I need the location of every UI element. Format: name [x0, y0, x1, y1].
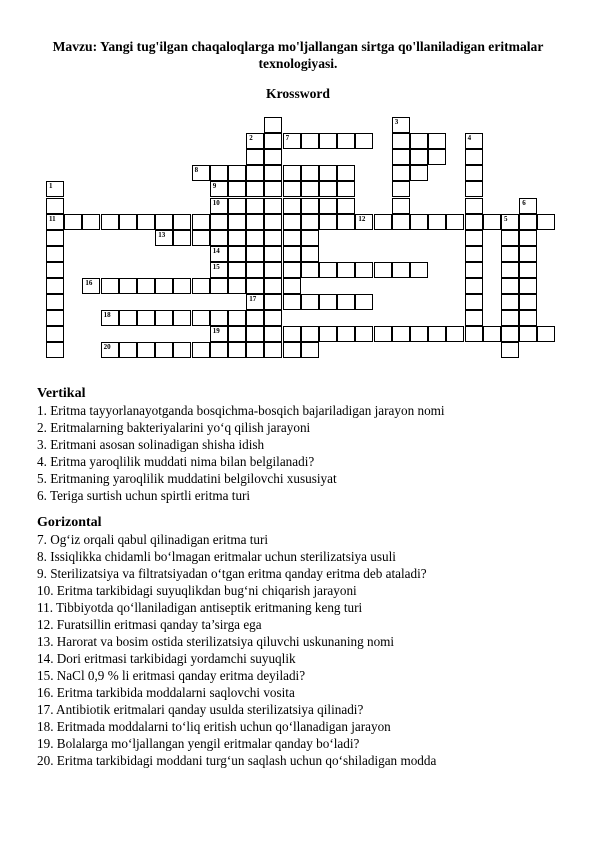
crossword-cell[interactable] [46, 246, 64, 262]
crossword-cell[interactable] [319, 165, 337, 181]
crossword-cell[interactable] [283, 214, 301, 230]
crossword-cell[interactable] [319, 198, 337, 214]
crossword-cell[interactable] [355, 294, 373, 310]
crossword-cell[interactable] [155, 310, 173, 326]
horizontal-clue: 12. Furatsillin eritmasi qanday ta’sirga ega [37, 617, 262, 632]
crossword-cell[interactable] [446, 214, 464, 230]
crossword-cell[interactable] [228, 198, 246, 214]
crossword-cell[interactable] [465, 294, 483, 310]
crossword-cell[interactable] [301, 181, 319, 197]
crossword-cell[interactable] [264, 278, 282, 294]
crossword-cell[interactable] [46, 262, 64, 278]
crossword-grid [0, 0, 596, 380]
crossword-cell[interactable] [283, 230, 301, 246]
crossword-cell[interactable] [301, 198, 319, 214]
crossword-cell[interactable] [173, 214, 191, 230]
horizontal-clue: 14. Dori eritmasi tarkibidagi yordamchi suyuqlik [37, 651, 296, 666]
crossword-cell[interactable] [465, 181, 483, 197]
crossword-heading: Krossword [266, 86, 330, 101]
crossword-cell[interactable] [519, 246, 537, 262]
crossword-cell[interactable] [264, 262, 282, 278]
clue-number: 18 [103, 311, 111, 320]
crossword-cell[interactable] [319, 262, 337, 278]
crossword-cell[interactable] [283, 294, 301, 310]
crossword-cell[interactable] [283, 198, 301, 214]
crossword-cell[interactable] [319, 326, 337, 342]
crossword-cell[interactable] [46, 294, 64, 310]
crossword-cell[interactable] [501, 342, 519, 358]
crossword-cell[interactable] [155, 214, 173, 230]
document-title: Mavzu: Yangi tug'ilgan chaqaloqlarga mo'ljallangan sirtga qo'llaniladigan eritmalar texnologiyasi. [52, 39, 544, 71]
crossword-cell[interactable] [428, 133, 446, 149]
crossword-cell[interactable] [46, 310, 64, 326]
crossword-cell[interactable] [337, 294, 355, 310]
crossword-cell[interactable] [210, 165, 228, 181]
crossword-cell[interactable] [137, 310, 155, 326]
clue-number: 17 [249, 295, 257, 304]
crossword-cell[interactable] [228, 342, 246, 358]
crossword-cell[interactable] [465, 246, 483, 262]
crossword-cell[interactable] [465, 262, 483, 278]
crossword-cell[interactable] [228, 230, 246, 246]
crossword-cell[interactable] [301, 246, 319, 262]
crossword-cell[interactable] [392, 133, 410, 149]
clue-number: 13 [158, 230, 166, 239]
crossword-cell[interactable] [210, 342, 228, 358]
crossword-cell[interactable] [465, 230, 483, 246]
crossword-cell[interactable] [374, 214, 392, 230]
horizontal-clue: 7. Og‘iz orqali qabul qilinadigan eritma turi [37, 532, 269, 547]
horizontal-clue: 13. Harorat va bosim ostida sterilizatsiya qiluvchi uskunaning nomi [37, 634, 395, 649]
crossword-cell[interactable] [246, 310, 264, 326]
crossword-cell[interactable] [228, 326, 246, 342]
crossword-cell[interactable] [301, 230, 319, 246]
crossword-cell[interactable] [264, 326, 282, 342]
crossword-cell[interactable] [410, 133, 428, 149]
crossword-cell[interactable] [355, 262, 373, 278]
horizontal-clue: 8. Issiqlikka chidamli bo‘lmagan eritmalar uchun sterilizatsiya usuli [37, 549, 396, 564]
crossword-cell[interactable] [519, 326, 537, 342]
crossword-cell[interactable] [537, 214, 555, 230]
crossword-cell[interactable] [301, 262, 319, 278]
crossword-cell[interactable] [519, 230, 537, 246]
crossword-cell[interactable] [173, 310, 191, 326]
crossword-cell[interactable] [519, 294, 537, 310]
crossword-cell[interactable] [337, 181, 355, 197]
vertical-clue: 3. Eritmani asosan solinadigan shisha idish [37, 437, 265, 452]
clue-number: 6 [522, 198, 526, 207]
horizontal-clue: 9. Sterilizatsiya va filtratsiyadan o‘tgan eritma qanday eritma deb ataladi? [37, 566, 427, 581]
crossword-cell[interactable] [283, 246, 301, 262]
crossword-cell[interactable] [337, 326, 355, 342]
clue-number: 7 [285, 134, 290, 143]
crossword-cell[interactable] [264, 310, 282, 326]
crossword-cell[interactable] [501, 310, 519, 326]
crossword-cell[interactable] [46, 278, 64, 294]
crossword-cell[interactable] [465, 165, 483, 181]
crossword-cell[interactable] [246, 326, 264, 342]
crossword-cell[interactable] [501, 326, 519, 342]
crossword-cell[interactable] [392, 214, 410, 230]
crossword-cell[interactable] [355, 326, 373, 342]
clue-number: 11 [49, 214, 56, 223]
crossword-cell[interactable] [392, 165, 410, 181]
crossword-cell[interactable] [46, 198, 64, 214]
crossword-cell[interactable] [228, 246, 246, 262]
crossword-cell[interactable] [483, 214, 501, 230]
crossword-cell[interactable] [192, 214, 210, 230]
crossword-cell[interactable] [82, 214, 100, 230]
clue-number: 20 [103, 343, 111, 352]
crossword-cell[interactable] [501, 294, 519, 310]
crossword-cell[interactable] [337, 133, 355, 149]
crossword-cell[interactable] [119, 278, 137, 294]
crossword-cell[interactable] [264, 214, 282, 230]
crossword-cell[interactable] [264, 181, 282, 197]
crossword-cell[interactable] [210, 278, 228, 294]
horizontal-clue: 18. Eritmada moddalarni to‘liq eritish uchun qo‘llanadigan jarayon [37, 719, 391, 734]
crossword-cell[interactable] [210, 214, 228, 230]
crossword-cell[interactable] [501, 262, 519, 278]
vertical-heading: Vertikal [37, 386, 86, 401]
crossword-cell[interactable] [337, 165, 355, 181]
crossword-cell[interactable] [392, 181, 410, 197]
crossword-cell[interactable] [228, 165, 246, 181]
crossword-cell[interactable] [192, 278, 210, 294]
crossword-cell[interactable] [410, 149, 428, 165]
crossword-cell[interactable] [410, 326, 428, 342]
crossword-cell[interactable] [301, 342, 319, 358]
crossword-cell[interactable] [410, 262, 428, 278]
crossword-cell[interactable] [264, 149, 282, 165]
crossword-cell[interactable] [428, 214, 446, 230]
crossword-cell[interactable] [537, 326, 555, 342]
crossword-cell[interactable] [46, 230, 64, 246]
crossword-cell[interactable] [264, 230, 282, 246]
crossword-cell[interactable] [337, 214, 355, 230]
horizontal-clue: 11. Tibbiyotda qo‘llaniladigan antiseptik eritmaning keng turi [37, 600, 363, 615]
crossword-cell[interactable] [101, 214, 119, 230]
crossword-cell[interactable] [246, 214, 264, 230]
crossword-cell[interactable] [519, 310, 537, 326]
vertical-clue: 1. Eritma tayyorlanayotganda bosqichma-bosqich bajariladigan jarayon nomi [37, 403, 445, 418]
clue-number: 12 [358, 214, 366, 223]
crossword-cell[interactable] [283, 181, 301, 197]
clue-number: 19 [212, 327, 220, 336]
horizontal-clue: 20. Eritma tarkibidagi moddani turg‘un saqlash uchun qo‘shiladigan modda [37, 753, 437, 768]
crossword-cell[interactable] [501, 230, 519, 246]
crossword-cell[interactable] [301, 133, 319, 149]
clue-number: 14 [212, 246, 220, 255]
vertical-clue: 4. Eritma yaroqlilik muddati nima bilan belgilanadi? [37, 454, 315, 469]
clue-number: 8 [194, 166, 199, 175]
crossword-cell[interactable] [246, 198, 264, 214]
crossword-cell[interactable] [446, 326, 464, 342]
crossword-cell[interactable] [392, 149, 410, 165]
crossword-cell[interactable] [246, 278, 264, 294]
crossword-cell[interactable] [374, 262, 392, 278]
crossword-cell[interactable] [228, 181, 246, 197]
crossword-cell[interactable] [228, 214, 246, 230]
crossword-cell[interactable] [519, 214, 537, 230]
crossword-cell[interactable] [155, 278, 173, 294]
vertical-clue: 6. Teriga surtish uchun spirtli eritma turi [37, 488, 251, 503]
crossword-cell[interactable] [319, 181, 337, 197]
crossword-cell[interactable] [283, 342, 301, 358]
crossword-cell[interactable] [64, 214, 82, 230]
crossword-cell[interactable] [228, 278, 246, 294]
crossword-cell[interactable] [119, 214, 137, 230]
crossword-cell[interactable] [173, 342, 191, 358]
crossword-cell[interactable] [392, 262, 410, 278]
crossword-cell[interactable] [410, 214, 428, 230]
crossword-cell[interactable] [301, 165, 319, 181]
crossword-cell[interactable] [228, 310, 246, 326]
crossword-cell[interactable] [246, 181, 264, 197]
crossword-cell[interactable] [392, 198, 410, 214]
crossword-cell[interactable] [319, 294, 337, 310]
crossword-cell[interactable] [337, 262, 355, 278]
crossword-cell[interactable] [465, 326, 483, 342]
crossword-cell[interactable] [246, 262, 264, 278]
crossword-cell[interactable] [465, 214, 483, 230]
crossword-cell[interactable] [173, 278, 191, 294]
crossword-cell[interactable] [319, 133, 337, 149]
crossword-cell[interactable] [283, 326, 301, 342]
crossword-cell[interactable] [301, 326, 319, 342]
clue-number: 2 [249, 134, 253, 143]
horizontal-heading: Gorizontal [37, 515, 102, 530]
crossword-cell[interactable] [337, 198, 355, 214]
crossword-cell[interactable] [119, 342, 137, 358]
crossword-cell[interactable] [264, 198, 282, 214]
crossword-cell[interactable] [283, 278, 301, 294]
crossword-cell[interactable] [355, 133, 373, 149]
crossword-cell[interactable] [137, 342, 155, 358]
crossword-cell[interactable] [465, 149, 483, 165]
horizontal-clue: 16. Eritma tarkibida moddalarni saqlovchi vosita [37, 685, 295, 700]
horizontal-clue: 15. NaCl 0,9 % li eritmasi qanday eritma deyiladi? [37, 668, 306, 683]
crossword-cell[interactable] [519, 278, 537, 294]
clue-number: 1 [49, 182, 53, 191]
crossword-cell[interactable] [465, 198, 483, 214]
clue-number: 5 [504, 214, 508, 223]
crossword-cell[interactable] [192, 310, 210, 326]
vertical-clue: 5. Eritmaning yaroqlilik muddatini belgilovchi xususiyat [37, 471, 337, 486]
crossword-cell[interactable] [246, 149, 264, 165]
crossword-cell[interactable] [192, 342, 210, 358]
horizontal-clue: 19. Bolalarga mo‘ljallangan yengil eritmalar qanday bo‘ladi? [37, 736, 360, 751]
crossword-cell[interactable] [264, 246, 282, 262]
crossword-cell[interactable] [246, 342, 264, 358]
crossword-cell[interactable] [246, 230, 264, 246]
crossword-cell[interactable] [192, 230, 210, 246]
crossword-cell[interactable] [264, 133, 282, 149]
crossword-cell[interactable] [465, 310, 483, 326]
crossword-cell[interactable] [392, 326, 410, 342]
crossword-cell[interactable] [428, 149, 446, 165]
crossword-cell[interactable] [155, 342, 173, 358]
crossword-cell[interactable] [137, 278, 155, 294]
crossword-cell[interactable] [301, 214, 319, 230]
crossword-cell[interactable] [283, 262, 301, 278]
crossword-cell[interactable] [483, 326, 501, 342]
clue-number: 15 [212, 262, 220, 271]
crossword-cell[interactable] [46, 342, 64, 358]
crossword-cell[interactable] [210, 310, 228, 326]
crossword-cell[interactable] [319, 214, 337, 230]
horizontal-clue: 10. Eritma tarkibidagi suyuqlikdan bug‘ni chiqarish jarayoni [37, 583, 357, 598]
crossword-cell[interactable] [501, 278, 519, 294]
crossword-cell[interactable] [264, 294, 282, 310]
clue-number: 9 [212, 182, 217, 191]
clue-number: 16 [85, 279, 93, 287]
crossword-cell[interactable] [173, 230, 191, 246]
crossword-cell[interactable] [465, 278, 483, 294]
crossword-cell[interactable] [264, 342, 282, 358]
crossword-cell[interactable] [264, 165, 282, 181]
crossword-cell[interactable] [501, 246, 519, 262]
crossword-cell[interactable] [428, 326, 446, 342]
crossword-cell[interactable] [246, 165, 264, 181]
crossword-cell[interactable] [264, 117, 282, 133]
crossword-cell[interactable] [46, 326, 64, 342]
crossword-cell[interactable] [283, 165, 301, 181]
clue-number: 10 [212, 198, 220, 207]
crossword-cell[interactable] [374, 326, 392, 342]
crossword-cell[interactable] [137, 214, 155, 230]
crossword-cell[interactable] [228, 262, 246, 278]
crossword-cell[interactable] [119, 310, 137, 326]
horizontal-clue: 17. Antibiotik eritmalari qanday usulda sterilizatsiya qilinadi? [37, 702, 364, 717]
crossword-cell[interactable] [301, 294, 319, 310]
clue-number: 3 [394, 118, 399, 126]
crossword-cell[interactable] [246, 246, 264, 262]
clue-number: 4 [467, 134, 472, 143]
crossword-cell[interactable] [210, 230, 228, 246]
crossword-cell[interactable] [410, 165, 428, 181]
crossword-cell[interactable] [519, 262, 537, 278]
vertical-clue: 2. Eritmalarning bakteriyalarini yo‘q qilish jarayoni [37, 420, 311, 435]
crossword-cell[interactable] [101, 278, 119, 294]
